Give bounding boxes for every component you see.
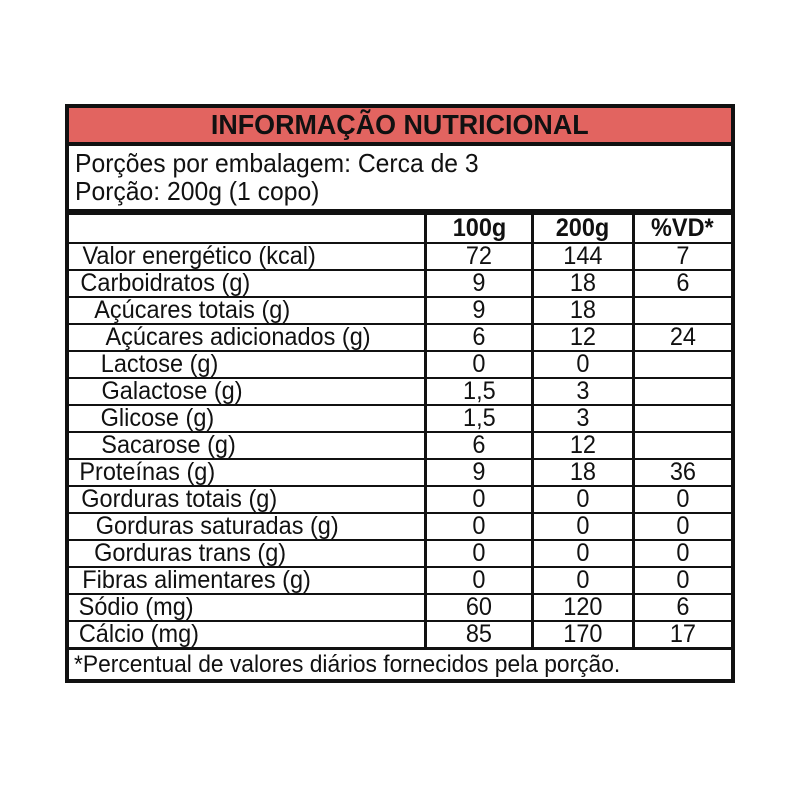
nutrient-label: Lactose (g) xyxy=(100,352,219,377)
value-200g: 120 xyxy=(531,595,632,620)
serving-info xyxy=(69,146,731,215)
value-100g: 1,5 xyxy=(424,379,531,404)
footnote-text: *Percentual de valores diários fornecidos pela porção. xyxy=(74,650,621,678)
value-200g: 0 xyxy=(531,541,632,566)
value-200g: 3 xyxy=(531,379,632,404)
nutrient-row-sucrose xyxy=(69,431,731,458)
value-200g: 0 xyxy=(531,514,632,539)
nutrient-row-added-sugars xyxy=(69,323,731,350)
value-100g: 0 xyxy=(424,568,531,593)
nutrient-label: Gorduras trans (g) xyxy=(94,541,287,566)
nutrient-row-energy xyxy=(69,242,731,269)
value-200g: 0 xyxy=(531,487,632,512)
value-100g: 0 xyxy=(424,514,531,539)
nutrient-row-total-fat xyxy=(69,485,731,512)
value-vd: 0 xyxy=(632,487,731,512)
value-200g: 12 xyxy=(531,325,632,350)
nutrient-label: Gorduras totais (g) xyxy=(81,487,278,512)
value-100g: 60 xyxy=(424,595,531,620)
column-header-100g: 100g xyxy=(424,215,531,242)
value-100g: 72 xyxy=(424,244,531,269)
value-100g: 1,5 xyxy=(424,406,531,431)
value-vd: 0 xyxy=(632,568,731,593)
nutrient-label: Açúcares totais (g) xyxy=(94,298,291,323)
value-vd: 0 xyxy=(632,541,731,566)
nutrient-row-lactose xyxy=(69,350,731,377)
value-200g: 18 xyxy=(531,460,632,485)
value-vd: 7 xyxy=(632,244,731,269)
column-header-empty xyxy=(69,215,424,242)
value-100g: 6 xyxy=(424,325,531,350)
value-200g: 18 xyxy=(531,271,632,296)
nutrient-row-trans-fat xyxy=(69,539,731,566)
nutrient-row-calcium xyxy=(69,620,731,647)
value-100g: 85 xyxy=(424,622,531,647)
value-200g: 0 xyxy=(531,568,632,593)
value-vd: 6 xyxy=(632,595,731,620)
nutrient-label: Glicose (g) xyxy=(100,406,215,431)
nutrient-label: Valor energético (kcal) xyxy=(82,244,316,269)
nutrient-label: Gorduras saturadas (g) xyxy=(95,514,339,539)
value-vd: 24 xyxy=(632,325,731,350)
servings-per-package: Porções por embalagem: Cerca de 3 xyxy=(75,148,479,178)
nutrient-row-total-sugars xyxy=(69,296,731,323)
nutrient-label: Cálcio (mg) xyxy=(78,622,199,647)
nutrient-table xyxy=(69,215,731,647)
label-title: INFORMAÇÃO NUTRICIONAL xyxy=(211,109,589,140)
value-vd: 36 xyxy=(632,460,731,485)
nutrient-label: Sacarose (g) xyxy=(101,433,236,458)
nutrient-label: Sódio (mg) xyxy=(78,595,194,620)
value-100g: 0 xyxy=(424,541,531,566)
value-100g: 0 xyxy=(424,352,531,377)
value-100g: 0 xyxy=(424,487,531,512)
column-header-vd: %VD* xyxy=(632,215,731,242)
value-vd xyxy=(632,379,731,404)
nutrient-row-fiber xyxy=(69,566,731,593)
value-100g: 6 xyxy=(424,433,531,458)
value-vd xyxy=(632,433,731,458)
nutrient-row-carbs xyxy=(69,269,731,296)
nutrient-row-saturated-fat xyxy=(69,512,731,539)
value-vd xyxy=(632,298,731,323)
value-200g: 0 xyxy=(531,352,632,377)
footnote xyxy=(69,647,731,679)
value-vd xyxy=(632,352,731,377)
column-header-row xyxy=(69,215,731,242)
nutrient-row-protein xyxy=(69,458,731,485)
nutrient-label: Açúcares adicionados (g) xyxy=(105,325,371,350)
nutrient-label: Carboidratos (g) xyxy=(80,271,251,296)
serving-size: Porção: 200g (1 copo) xyxy=(75,176,320,206)
column-header-200g: 200g xyxy=(531,215,632,242)
value-100g: 9 xyxy=(424,271,531,296)
value-vd xyxy=(632,406,731,431)
nutrient-row-sodium xyxy=(69,593,731,620)
value-vd: 17 xyxy=(632,622,731,647)
nutrient-label: Fibras alimentares (g) xyxy=(82,568,311,593)
value-200g: 3 xyxy=(531,406,632,431)
nutrient-label: Galactose (g) xyxy=(101,379,243,404)
label-title-band xyxy=(69,108,731,146)
nutrition-label xyxy=(65,104,735,683)
value-200g: 12 xyxy=(531,433,632,458)
nutrient-row-glucose xyxy=(69,404,731,431)
value-200g: 18 xyxy=(531,298,632,323)
value-200g: 144 xyxy=(531,244,632,269)
nutrient-label: Proteínas (g) xyxy=(79,460,216,485)
value-100g: 9 xyxy=(424,298,531,323)
value-vd: 0 xyxy=(632,514,731,539)
nutrient-row-galactose xyxy=(69,377,731,404)
value-200g: 170 xyxy=(531,622,632,647)
value-100g: 9 xyxy=(424,460,531,485)
value-vd: 6 xyxy=(632,271,731,296)
